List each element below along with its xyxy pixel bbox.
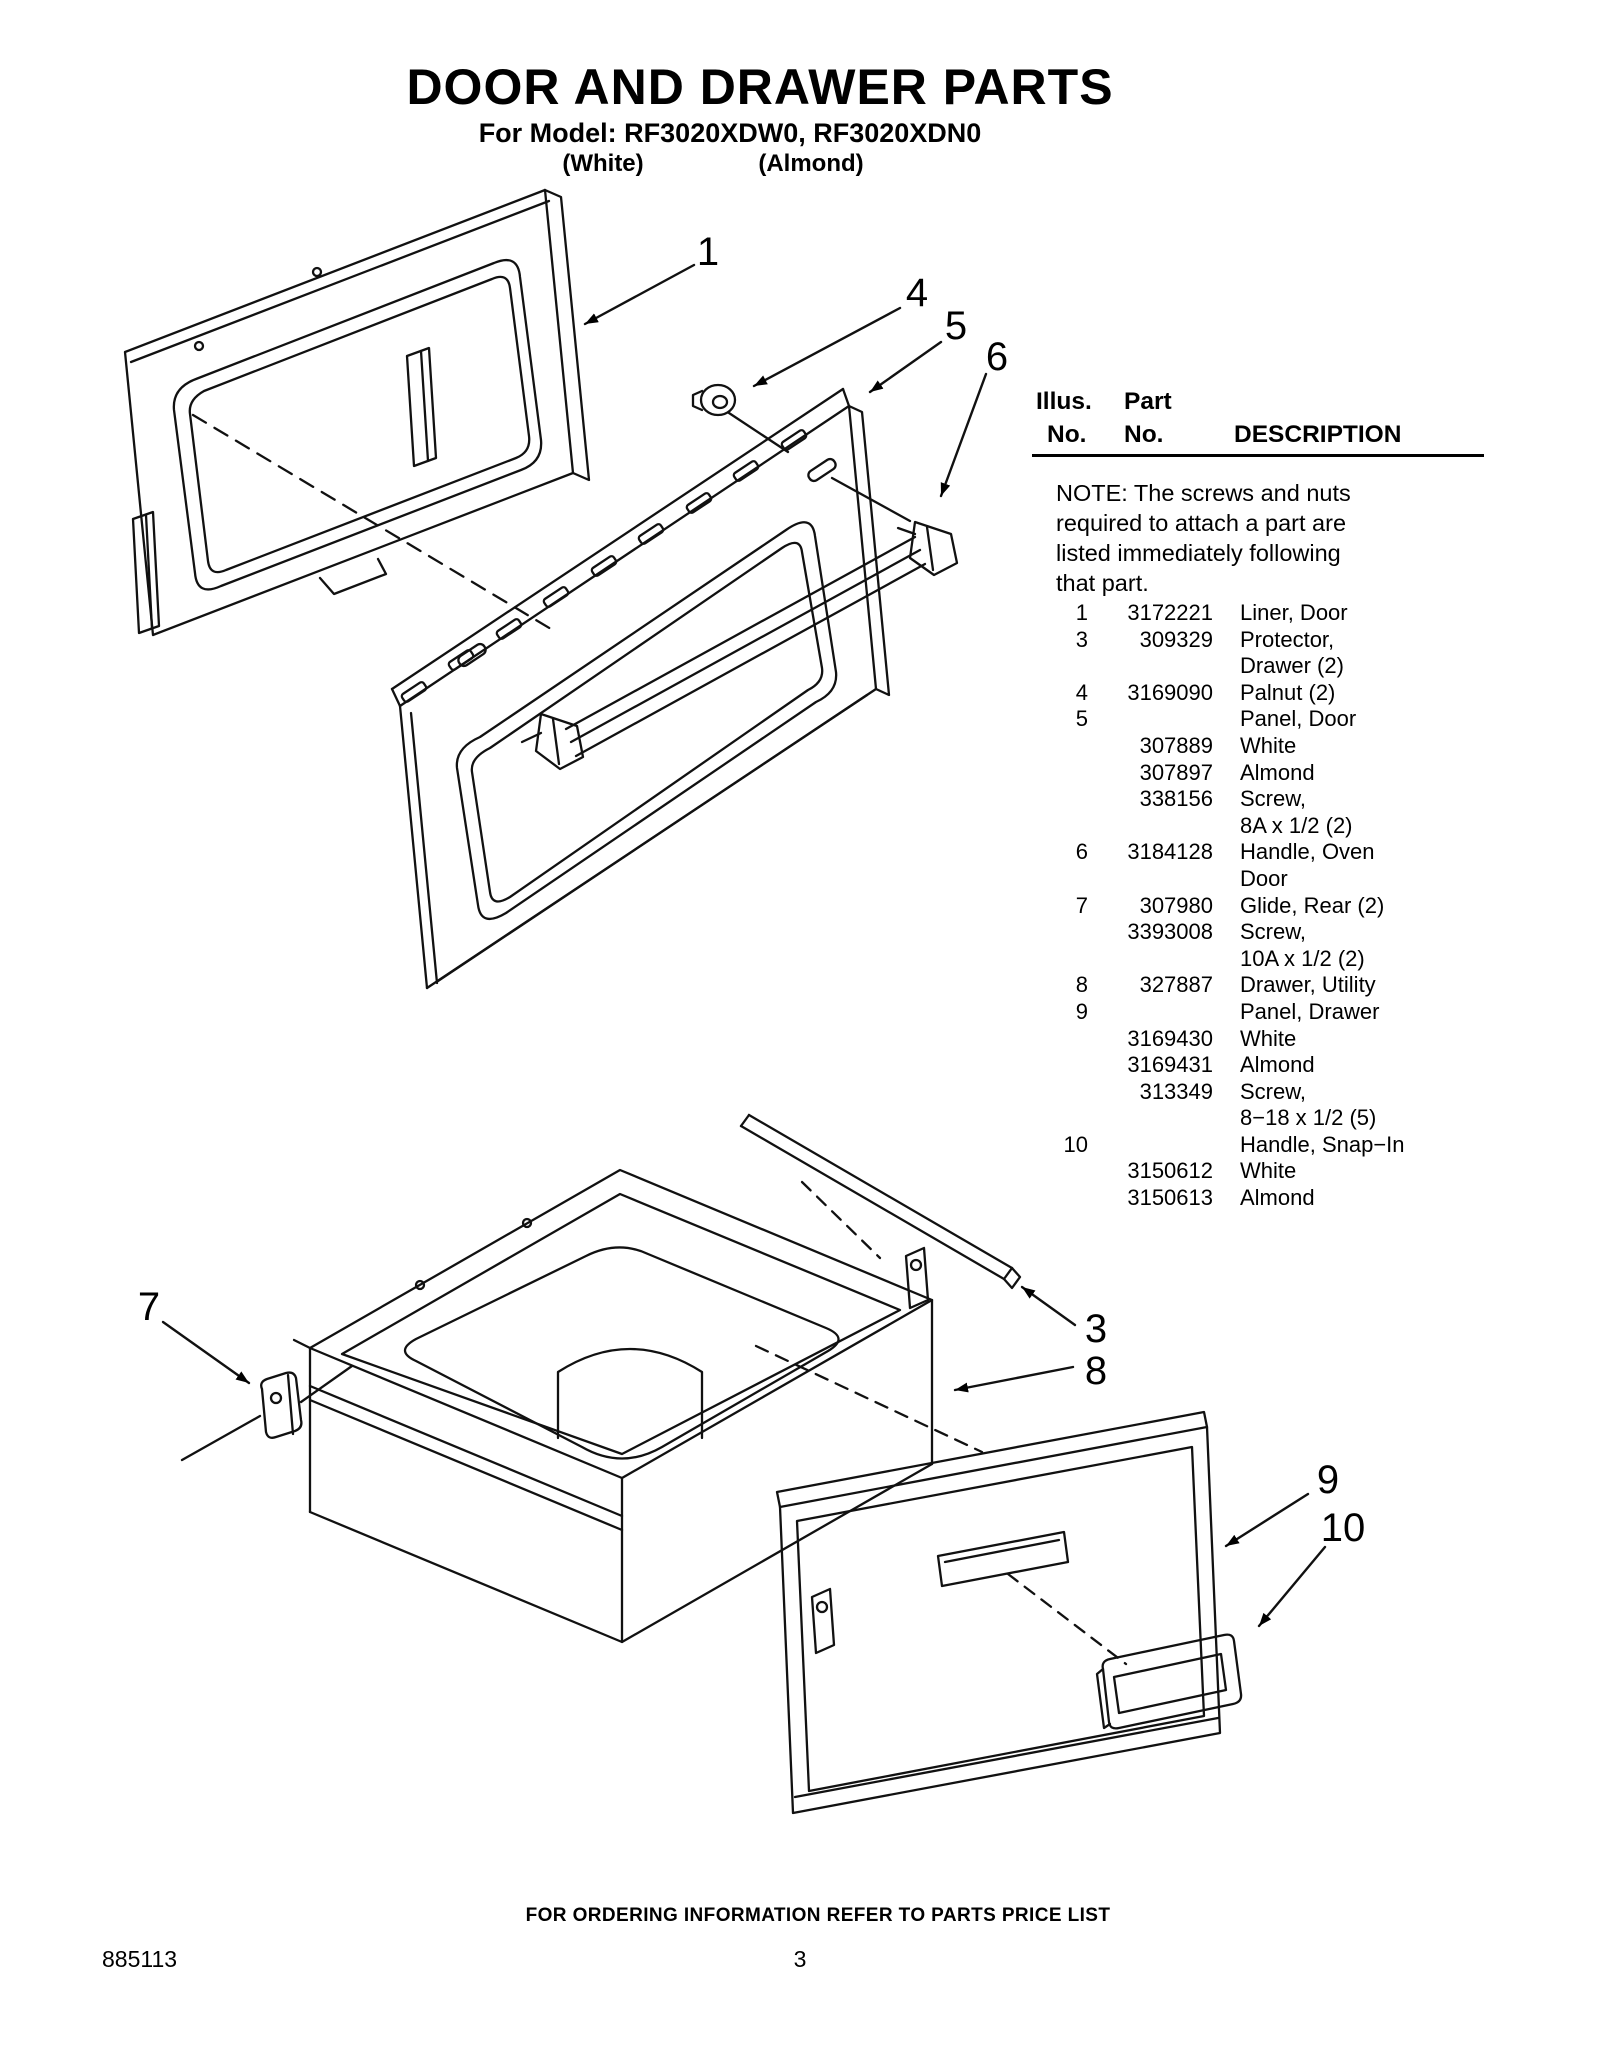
table-row: Drawer (2) <box>1240 653 1344 679</box>
table-row: 3169431 Almond <box>1127 1052 1315 1078</box>
callout-9: 9 <box>1316 1458 1340 1502</box>
table-row: 1 3172221 Liner, Door <box>1075 600 1348 625</box>
table-row: 8 327887 Drawer, Utility <box>1075 972 1376 998</box>
note-line: NOTE: The screws and nuts <box>1056 480 1351 506</box>
table-row: 338156 Screw, <box>1139 786 1307 812</box>
table-row: 10A x 1/2 (2) <box>1240 945 1365 971</box>
door-liner-part <box>125 190 589 635</box>
note-line: listed immediately following <box>1056 540 1341 566</box>
page-title: DOOR AND DRAWER PARTS <box>406 59 1114 115</box>
table-row: 8A x 1/2 (2) <box>1240 812 1353 838</box>
callout-6: 6 <box>985 335 1009 379</box>
callout-4: 4 <box>905 271 929 315</box>
document-number: 885113 <box>102 1946 178 1972</box>
parts-rows <box>1032 600 1484 1212</box>
table-row: 7 307980 Glide, Rear (2) <box>1075 892 1385 918</box>
table-row: 4 3169090 Palnut (2) <box>1075 679 1336 705</box>
callout-1: 1 <box>696 230 720 274</box>
callout-7: 7 <box>137 1285 161 1329</box>
table-row: 10 Handle, Snap−In <box>1063 1131 1405 1157</box>
table-row: Door <box>1240 865 1288 891</box>
rear-glide-part <box>182 1366 352 1460</box>
table-row: 5 Panel, Door <box>1075 706 1357 732</box>
table-note <box>1056 478 1386 598</box>
table-row: 307897 Almond <box>1139 759 1315 785</box>
note-line: required to attach a part are <box>1056 510 1347 536</box>
callout-10: 10 <box>1320 1506 1366 1550</box>
model-line: For Model: RF3020XDW0, RF3020XDN0 <box>478 118 982 148</box>
table-row: 3393008 Screw, <box>1127 919 1307 945</box>
col-part-header-2: No. <box>1124 421 1164 448</box>
table-row: 3169430 White <box>1127 1025 1297 1051</box>
drawer-panel-part <box>777 1412 1220 1813</box>
col-illus-header: Illus. <box>1036 388 1092 415</box>
door-panel-part <box>392 389 910 988</box>
ordering-note: FOR ORDERING INFORMATION REFER TO PARTS PRICE LIST <box>525 1905 1111 1926</box>
table-row: 3 309329 Protector, <box>1075 626 1335 652</box>
table-row: 3150612 White <box>1127 1158 1297 1184</box>
callout-8: 8 <box>1084 1349 1108 1393</box>
utility-drawer-part <box>294 1170 982 1653</box>
palnut-part <box>693 385 788 452</box>
color-variant-white: (White) <box>562 150 644 177</box>
page-number: 3 <box>793 1946 807 1972</box>
callout-3: 3 <box>1084 1307 1108 1351</box>
color-variant-almond: (Almond) <box>758 150 864 177</box>
table-row: 6 3184128 Handle, Oven <box>1075 839 1375 865</box>
col-description-header: DESCRIPTION <box>1234 421 1402 448</box>
table-row: 3150613 Almond <box>1127 1185 1315 1211</box>
note-line: that part. <box>1056 570 1149 596</box>
table-row: 307889 White <box>1139 732 1297 758</box>
callout-5: 5 <box>944 304 968 348</box>
table-row: 9 Panel, Drawer <box>1075 998 1380 1024</box>
col-part-header: Part <box>1124 388 1172 415</box>
col-illus-header-2: No. <box>1047 421 1087 448</box>
table-row: 313349 Screw, <box>1139 1078 1307 1104</box>
table-row: 8−18 x 1/2 (5) <box>1240 1105 1377 1131</box>
table-rule <box>1032 454 1484 457</box>
